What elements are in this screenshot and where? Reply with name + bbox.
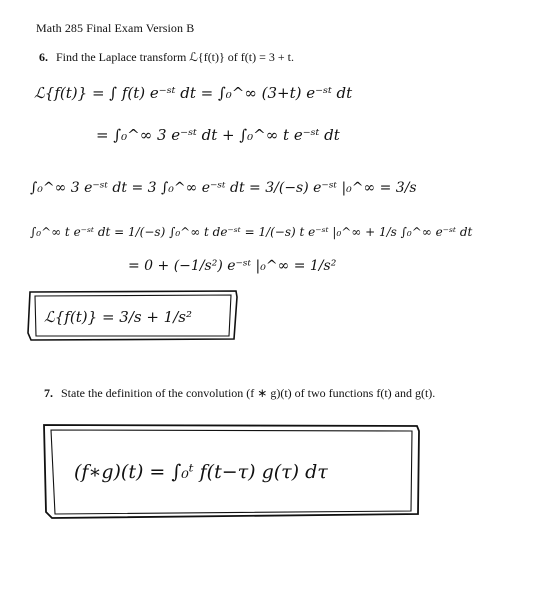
question-6-text: Find the Laplace transform ℒ{f(t)} of f(t) = 3 + t. [56, 50, 294, 64]
work7-answer: (f∗g)(t) = ∫₀ᵗ f(t−τ) g(τ) dτ [74, 461, 328, 483]
question-7-number: 7. [44, 386, 53, 400]
question-6-number: 6. [39, 50, 48, 64]
work6-answer: ℒ{f(t)} = 3/s + 1/s² [44, 308, 192, 326]
work6-line-3: ∫₀^∞ 3 e⁻ˢᵗ dt = 3 ∫₀^∞ e⁻ˢᵗ dt = 3/(−s) e⁻ˢᵗ |₀^∞ = 3/s [30, 180, 417, 196]
work6-line-5: = 0 + (−1/s²) e⁻ˢᵗ |₀^∞ = 1/s² [128, 258, 337, 274]
exam-header: Math 285 Final Exam Version B [36, 21, 195, 35]
work6-line-2: = ∫₀^∞ 3 e⁻ˢᵗ dt + ∫₀^∞ t e⁻ˢᵗ dt [96, 126, 340, 144]
question-7-text: State the definition of the convolution (f ∗ g)(t) of two functions f(t) and g(t). [61, 386, 436, 400]
work6-line-1: ℒ{f(t)} = ∫ f(t) e⁻ˢᵗ dt = ∫₀^∞ (3+t) e⁻ˢᵗ dt [34, 84, 353, 102]
work6-line-4: ∫₀^∞ t e⁻ˢᵗ dt = 1/(−s) ∫₀^∞ t de⁻ˢᵗ = 1/(−s) t e⁻ˢᵗ |₀^∞ + 1/s ∫₀^∞ e⁻ˢᵗ dt [30, 225, 473, 239]
